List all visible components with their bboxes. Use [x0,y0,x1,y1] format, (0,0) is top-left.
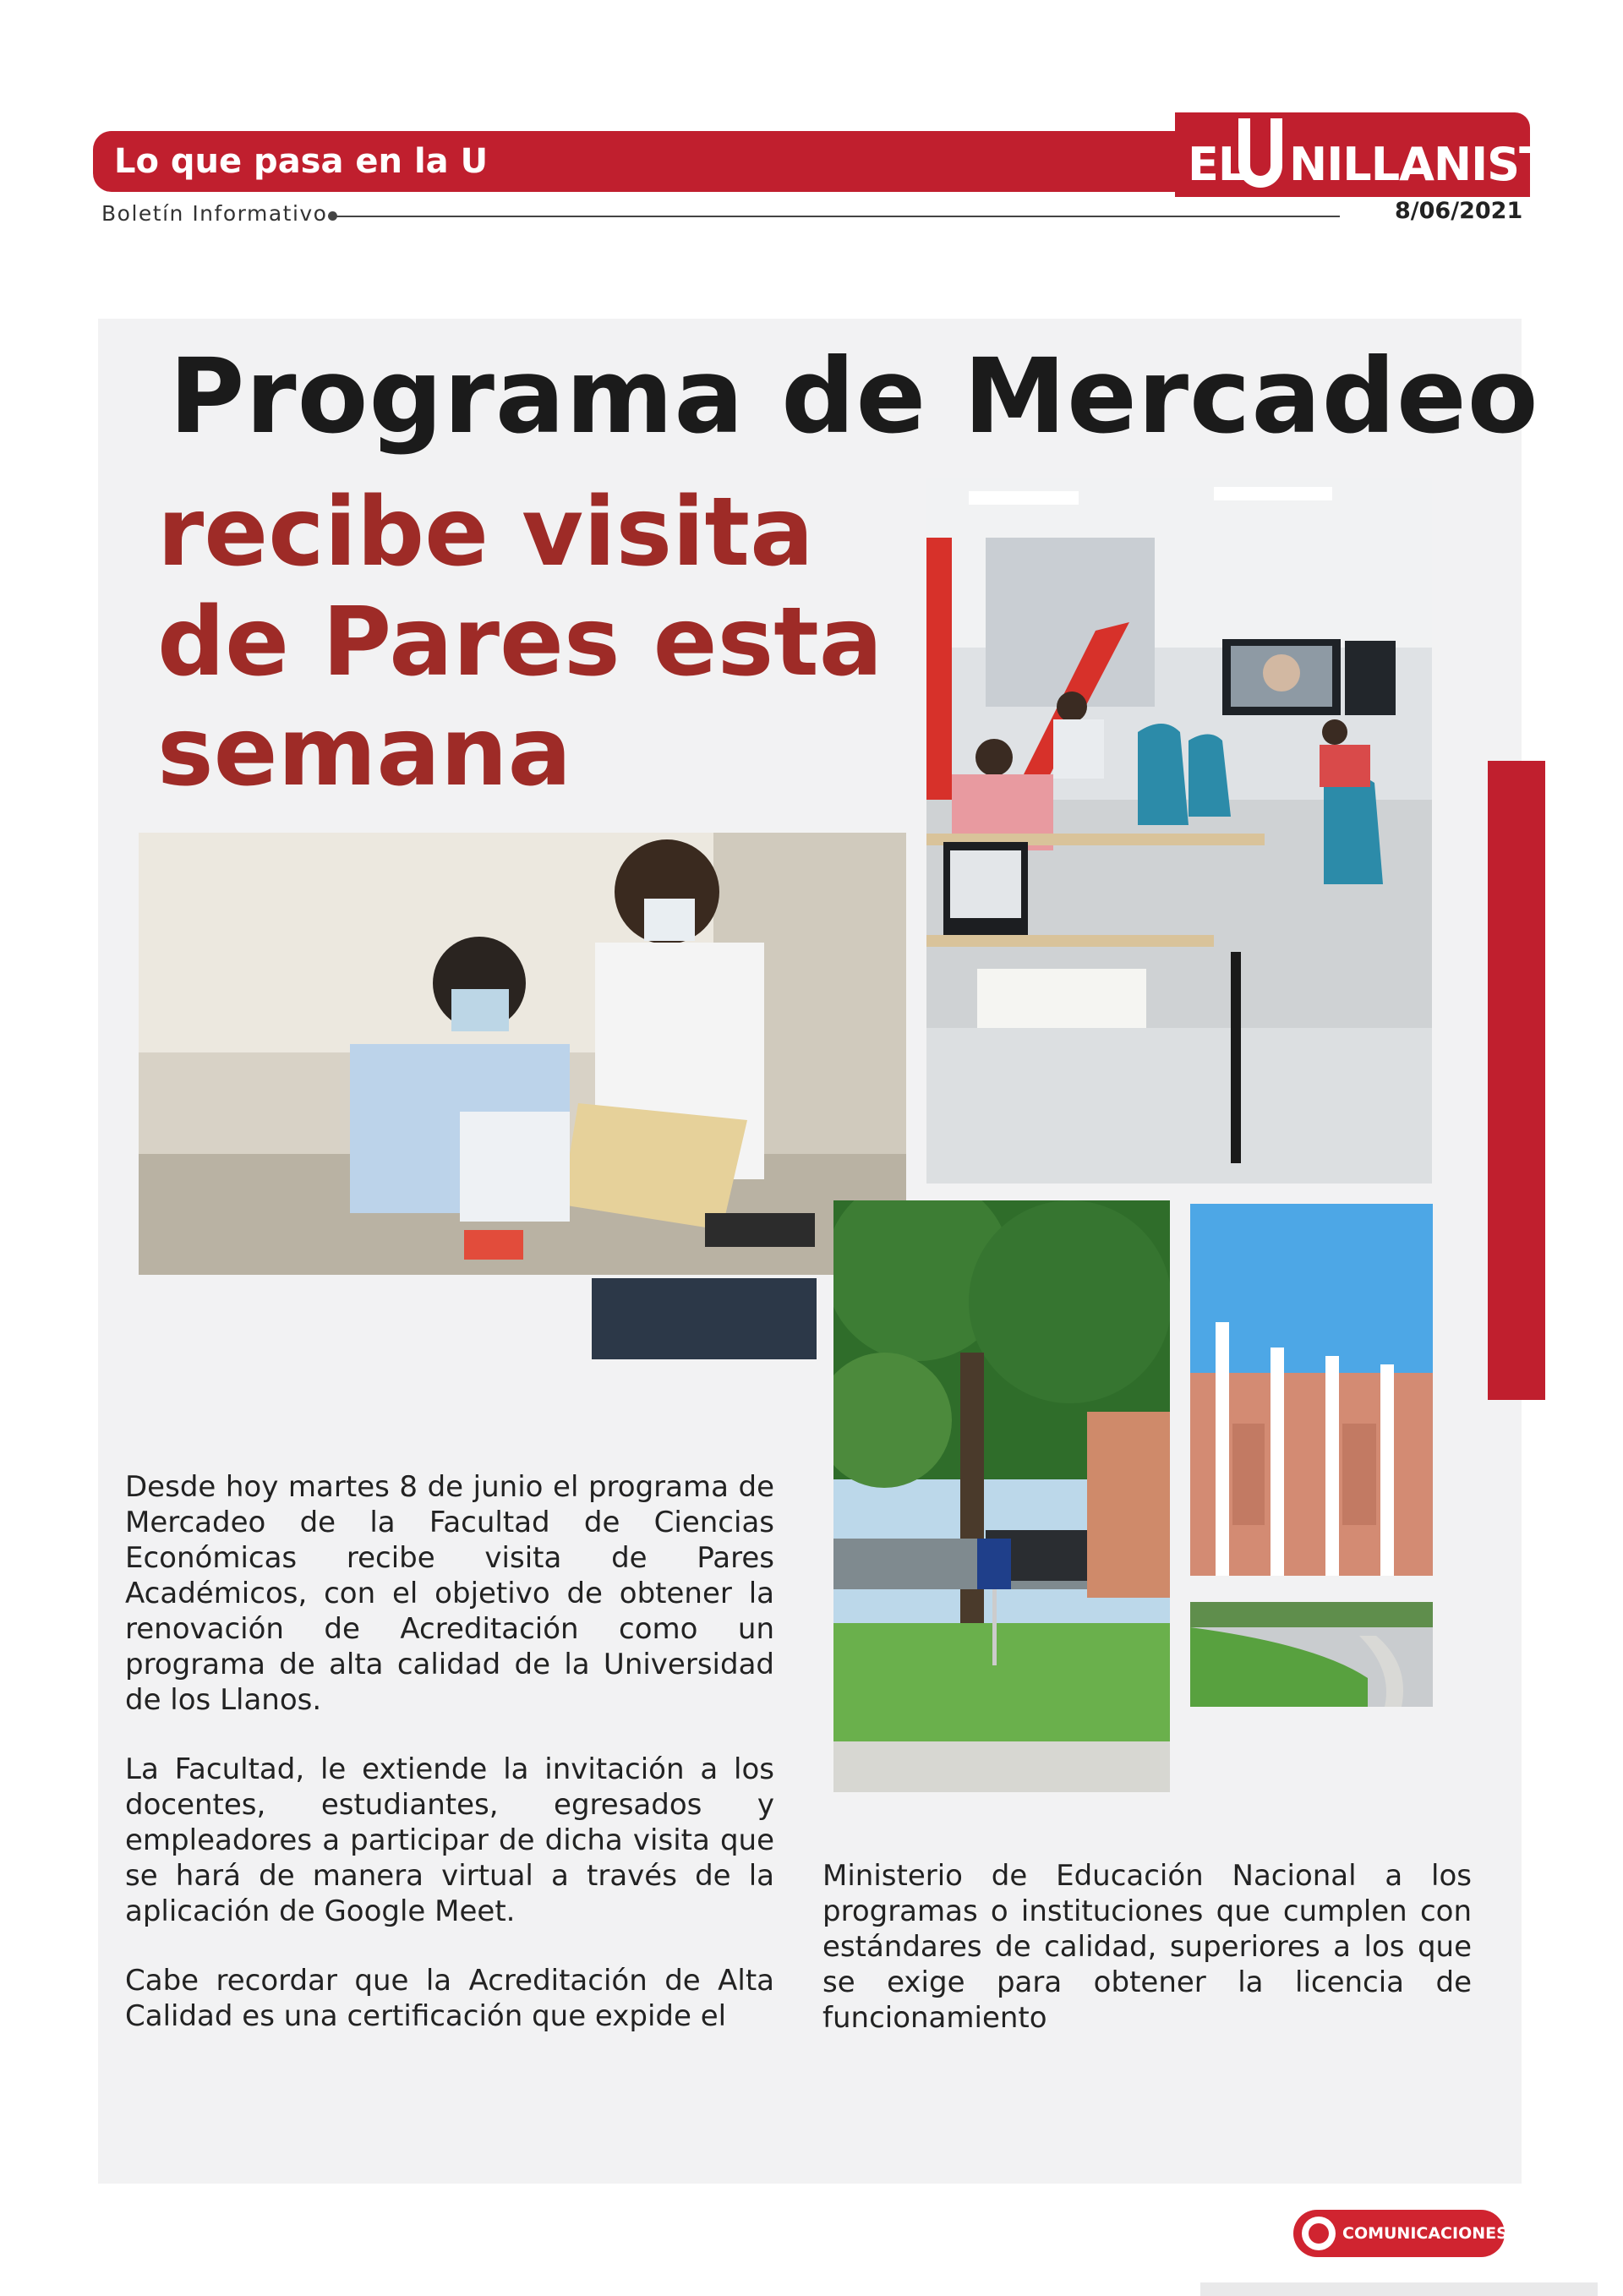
paragraph-4: Ministerio de Educación Nacional a los programas o instituciones que cumplen con estándares de calidad, superiores a los que se exige para obtener la licencia de funcionamiento [822,1859,1472,2035]
publish-date: 8/06/2021 [1395,198,1523,224]
subheadline: recibe visita de Pares esta semana [157,478,883,807]
campus-road-photo [1190,1602,1433,1707]
logo-word: NILLANISTA [1289,138,1581,191]
decorative-block [592,1278,817,1359]
headline: Programa de Mercadeo [169,336,1539,456]
badge-label: COMUNICACIONES [1342,2224,1508,2243]
accent-bar [1488,761,1545,1400]
header-divider [334,216,1340,217]
bulletin-subtitle: Boletín Informativo [101,201,328,226]
paragraph-3: Cabe recordar que la Acreditación de Alta Calidad es una certificación que expide el [125,1964,774,2033]
campus-wall-photo [1190,1204,1433,1576]
office-photo [139,833,906,1275]
campus-tree-photo [833,1200,1170,1792]
footer-strip [1200,2282,1598,2296]
seal-inner [1309,2223,1329,2244]
paragraph-2: La Facultad, le extiende la invitación a los docentes, estudiantes, egresados y empleadores a participar de dicha visita que se hará de manera virtual a través de la aplicación de Google Meet. [125,1752,774,1928]
logo-u-icon [1238,118,1282,188]
section-title: Lo que pasa en la U [114,142,489,181]
paragraph-1: Desde hoy martes 8 de junio el programa de Mercadeo de la Facultad de Ciencias Económicas recibe visita de Pares Académicos, con el objetivo de obtener la renovación de Acreditación como un programa de alta calidad de la Universidad de los Llanos. [125,1470,774,1717]
logo-prefix: EL [1188,138,1247,191]
meeting-photo [926,478,1432,1184]
